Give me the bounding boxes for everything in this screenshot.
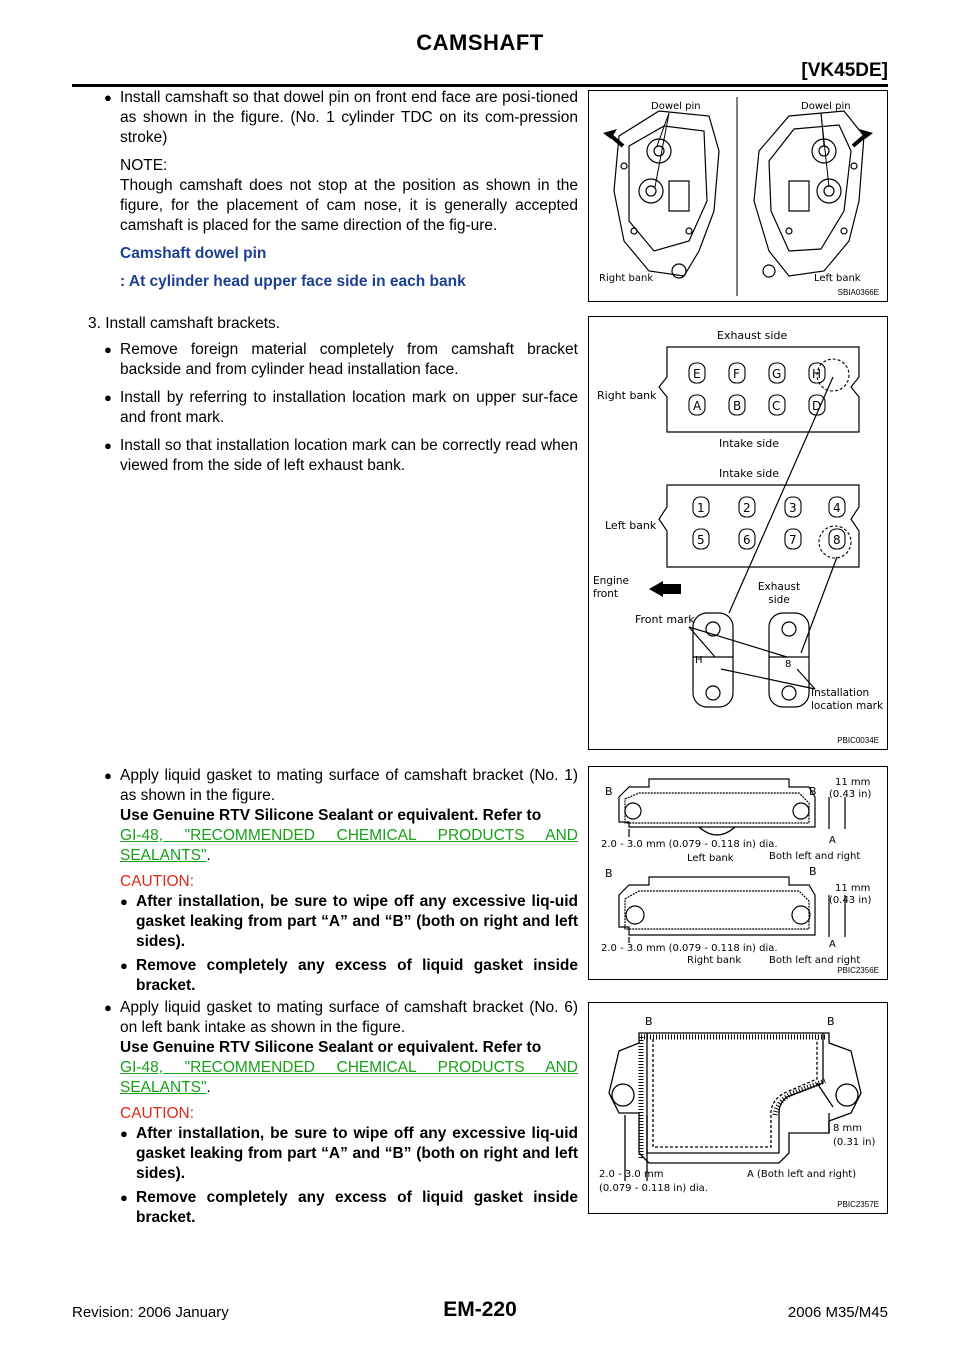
letter-f: F (733, 367, 740, 381)
dowel-pin-diagram (589, 91, 887, 301)
bullet-read-mark: ● Install so that installation location mark can be correctly read when viewed from the side of left exhaust bank. (104, 437, 578, 474)
bullet-icon: ● (104, 390, 112, 405)
caution-label: CAUTION: (120, 1105, 195, 1122)
gasket-no6-diagram (589, 1003, 887, 1213)
figure-gasket-no1 (588, 766, 888, 980)
bullet-install-camshaft: ● Install camshaft so that dowel pin on front end face are posi-tioned as shown in the figure. (No. 1 cylinder TDC on its com-pression stroke) (104, 89, 578, 146)
note-text: Though camshaft does not stop at the position as shown in the figure, for the placement of cam nose, it is generally accepted camshaft is placed for the same direction of the fig-ure. (120, 177, 578, 234)
figure-code: PBIC0034E (837, 736, 879, 745)
label-11mm-2: 11 mm (835, 883, 871, 894)
label-043in-2: (0.43 in) (829, 895, 872, 906)
use-sealant: Use Genuine RTV Silicone Sealant or equivalent. Refer to (120, 807, 542, 824)
letter-c: C (772, 399, 781, 413)
caution-label: CAUTION: (120, 873, 195, 890)
label-left-bank: Left bank (687, 853, 734, 864)
note-label: NOTE: (120, 157, 168, 174)
number-7: 7 (789, 533, 797, 547)
letter-d: D (812, 399, 822, 413)
label-engine-front: Engine front (593, 575, 629, 600)
letter-h: H (812, 367, 822, 381)
figure-bracket-layout (588, 316, 888, 750)
number-5: 5 (697, 533, 705, 547)
bracket-h-mark: H (695, 655, 703, 666)
number-1: 1 (697, 501, 705, 515)
use-sealant: Use Genuine RTV Silicone Sealant or equivalent. Refer to (120, 1039, 542, 1056)
label-dia-in: (0.079 - 0.118 in) dia. (599, 1183, 708, 1194)
bullet-icon: ● (120, 1190, 128, 1205)
label-right-bank: Right bank (687, 955, 742, 966)
step-3-title: 3. Install camshaft brackets. (88, 315, 281, 332)
footer-revision: Revision: 2006 January (72, 1304, 229, 1321)
label-left-bank: Left bank (605, 519, 657, 532)
label-exhaust-side-2: Exhaust side (757, 581, 801, 606)
label-b-1: B (645, 1015, 653, 1028)
page-title: CAMSHAFT (416, 30, 544, 55)
header-rule (72, 84, 888, 87)
label-031in: (0.31 in) (833, 1137, 876, 1148)
section-gasket-no1 (104, 766, 578, 1004)
gasket-no1-diagram (589, 767, 887, 979)
spec-value: : At cylinder head upper face side in each bank (120, 273, 466, 290)
label-a-2: A (829, 939, 836, 950)
caution-wipe: ● After installation, be sure to wipe off any excessive liq-uid gasket leaking from part “A” and “B” (both on right and left sides). (120, 893, 578, 950)
bullet-icon: ● (104, 90, 112, 105)
number-2: 2 (743, 501, 751, 515)
label-both-2: Both left and right (769, 955, 861, 966)
section-gasket-no6 (104, 998, 578, 1236)
label-left-bank: Left bank (814, 273, 861, 284)
label-b-2: B (827, 1015, 835, 1028)
bullet-icon: ● (104, 1000, 112, 1015)
letter-e: E (693, 367, 701, 381)
bracket-layout-diagram (589, 317, 887, 749)
label-11mm-1: 11 mm (835, 777, 871, 788)
label-b-2: B (809, 785, 817, 798)
caution-remove: ● Remove completely any excess of liquid gasket inside bracket. (120, 957, 578, 994)
label-8mm: 8 mm (833, 1123, 863, 1134)
footer-page-number: EM-220 (443, 1298, 517, 1321)
letter-b: B (733, 399, 742, 413)
bullet-icon: ● (120, 958, 128, 973)
bracket-8-mark: 8 (785, 659, 792, 670)
figure-code: PBIC2356E (837, 966, 879, 975)
label-right-bank: Right bank (599, 273, 654, 284)
link-gi48[interactable]: GI-48, "RECOMMENDED CHEMICAL PRODUCTS AND SEALANTS" (120, 827, 578, 864)
engine-code: [VK45DE] (801, 60, 888, 81)
label-both-1: Both left and right (769, 851, 861, 862)
figure-dowel-pin (588, 90, 888, 302)
label-dia-mm: 2.0 - 3.0 mm (599, 1169, 664, 1180)
letter-a: A (693, 399, 702, 413)
figure-code: PBIC2357E (837, 1200, 879, 1209)
label-intake-side-top: Intake side (719, 437, 780, 450)
label-dia-1: 2.0 - 3.0 mm (0.079 - 0.118 in) dia. (601, 839, 778, 850)
bullet-install-mark: ● Install by referring to installation location mark on upper sur-face and front mark. (104, 389, 578, 426)
step-3 (88, 314, 578, 484)
spec-label: Camshaft dowel pin (120, 245, 267, 262)
label-b-1: B (605, 785, 613, 798)
figure-code: SBIA0366E (837, 288, 879, 297)
left-bank-numbers (693, 497, 851, 558)
label-right-bank: Right bank (597, 389, 657, 402)
label-dowel-right: Dowel pin (801, 101, 851, 112)
number-6: 6 (743, 533, 751, 547)
number-4: 4 (833, 501, 841, 515)
label-intake-side-mid: Intake side (719, 467, 780, 480)
bullet-apply-gasket-1: ● Apply liquid gasket to mating surface of camshaft bracket (No. 1) as shown in the figure. Use Genuine RTV Silicone Sealant or equivalent. Refer to GI-48, "RECOMMENDED CHEMICAL PRODUCTS AND SEALANTS". (104, 767, 578, 864)
footer-model: 2006 M35/M45 (787, 1304, 888, 1321)
bullet-icon: ● (104, 768, 112, 783)
bullet-remove-foreign: ● Remove foreign material completely from camshaft bracket backside and from cylinder head installation face. (104, 341, 578, 378)
label-b-4: B (809, 865, 817, 878)
figure-gasket-no6 (588, 1002, 888, 1214)
label-043in-1: (0.43 in) (829, 789, 872, 800)
number-8: 8 (833, 533, 841, 547)
bullet-icon: ● (120, 894, 128, 909)
bullet-icon: ● (120, 1126, 128, 1141)
section-dowel-pin (104, 88, 578, 292)
bullet-icon: ● (104, 342, 112, 357)
bullet-icon: ● (104, 438, 112, 453)
bullet-apply-gasket-6: ● Apply liquid gasket to mating surface of camshaft bracket (No. 6) on left bank intake as shown in the figure. Use Genuine RTV Silicone Sealant or equivalent. Refer to GI-48, "RECOMMENDED CHEMICAL PRODUCTS AND SEALANTS". (104, 999, 578, 1096)
label-front-mark: Front mark (635, 613, 695, 626)
label-exhaust-side: Exhaust side (717, 329, 788, 342)
number-3: 3 (789, 501, 797, 515)
caution-wipe: ● After installation, be sure to wipe off any excessive liq-uid gasket leaking from part “A” and “B” (both on right and left sides). (120, 1125, 578, 1182)
link-gi48[interactable]: GI-48, "RECOMMENDED CHEMICAL PRODUCTS AND SEALANTS" (120, 1059, 578, 1096)
label-a-1: A (829, 835, 836, 846)
letter-g: G (772, 367, 782, 381)
label-dowel-left: Dowel pin (651, 101, 701, 112)
label-b-3: B (605, 867, 613, 880)
label-a-both: A (Both left and right) (747, 1169, 857, 1180)
label-dia-2: 2.0 - 3.0 mm (0.079 - 0.118 in) dia. (601, 943, 778, 954)
label-installation-mark: Installation location mark (811, 687, 884, 712)
top-bank-letters (689, 359, 849, 415)
caution-remove: ● Remove completely any excess of liquid gasket inside bracket. (120, 1189, 578, 1226)
